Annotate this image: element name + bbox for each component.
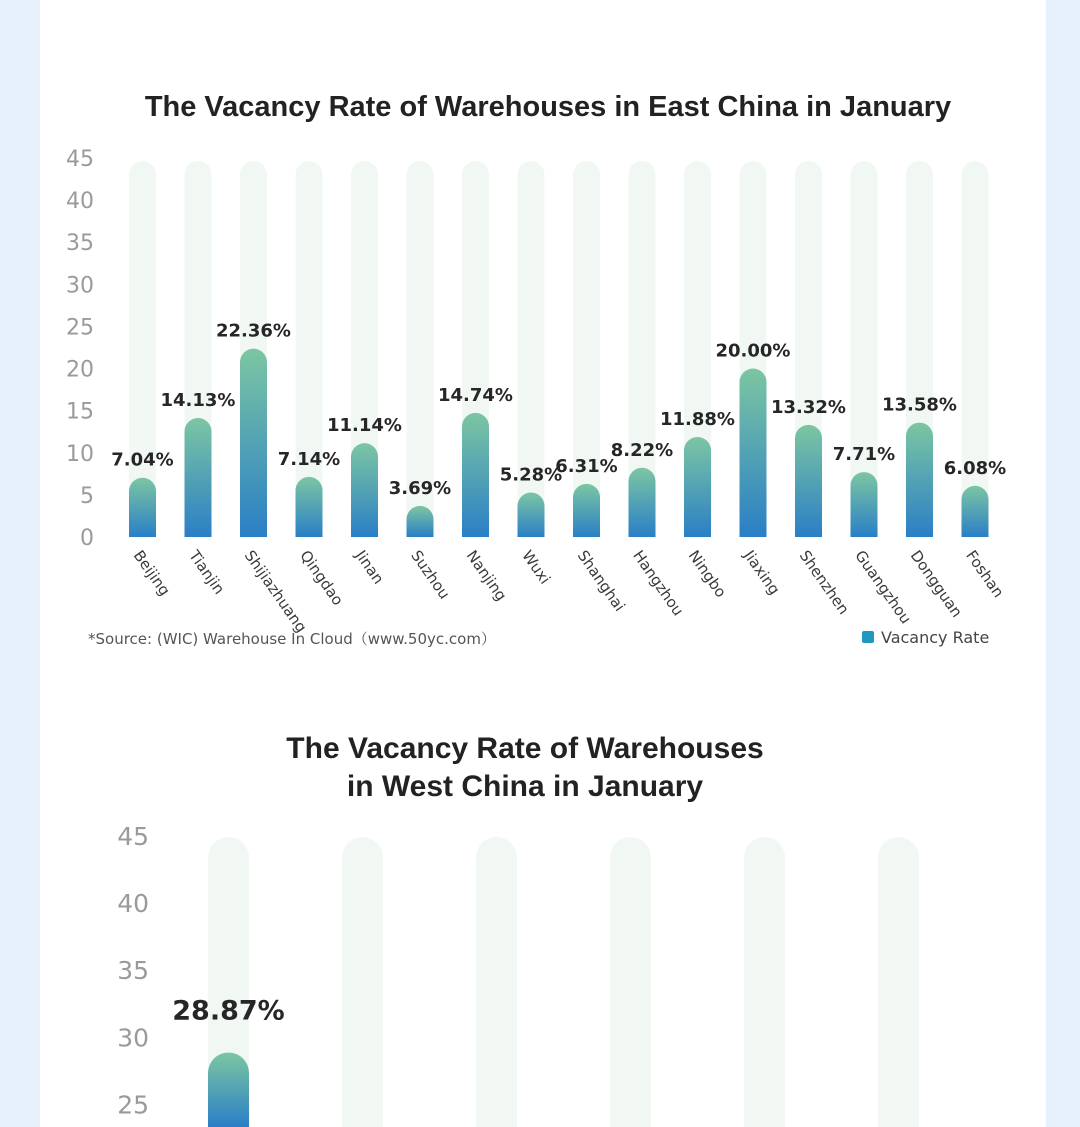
y-tick-label: 0 [80,526,94,551]
bar-track [878,837,919,1127]
source-note: *Source: (WIC) Warehouse In Cloud（www.50yc.com） [88,630,496,648]
east-category-labels [130,546,1008,636]
bar-shijiazhuang [240,349,267,537]
bar-wuxi [518,493,545,537]
y-tick-label: 20 [66,357,94,383]
y-tick-label: 40 [117,889,149,919]
west-y-axis [117,822,149,1119]
category-label: Suzhou [407,546,454,603]
y-tick-label: 40 [66,189,94,215]
bar-tianjin [185,418,212,537]
bar-foshan [962,486,989,537]
bar-guangzhou [851,472,878,537]
data-label: 11.88% [660,408,735,430]
bar-shanghai [573,484,600,537]
chart-canvas [40,0,1046,1127]
east-chart-title: The Vacancy Rate of Warehouses in East China in January [144,91,952,123]
east-china-chart [66,91,1008,648]
data-label: 7.71% [832,444,896,466]
data-label: 13.32% [771,396,846,418]
bar-shenzhen [795,425,822,537]
data-label: 20.00% [715,340,791,362]
west-bars [208,1053,249,1127]
data-label: 22.36% [216,320,291,342]
category-label: Tianjin [185,546,229,598]
data-label: 3.69% [388,477,452,499]
bar-ningbo [684,437,711,537]
bar-track [744,837,785,1127]
category-label: Ningbo [684,546,730,601]
data-label: 7.04% [111,449,174,471]
data-label: 8.22% [610,439,674,461]
category-label: Shijiazhuang [240,546,311,636]
data-label: 6.08% [943,457,1007,479]
category-label: Shenzhen [795,546,853,618]
legend-label: Vacancy Rate [881,628,990,647]
category-label: Wuxi [518,546,555,588]
y-tick-label: 5 [80,483,94,509]
west-bar-tracks [208,837,919,1127]
y-tick-label: 45 [117,822,149,851]
bar-suzhou [407,506,434,537]
y-tick-label: 30 [117,1023,149,1053]
data-label: 7.14% [277,448,341,470]
y-tick-label: 35 [117,956,149,986]
data-label: 28.87% [172,995,285,1027]
y-tick-label: 45 [66,147,94,172]
chart-card [40,0,1046,1127]
west-chart-title-line-1: The Vacancy Rate of Warehouses [286,732,764,765]
category-label: Guangzhou [851,546,915,628]
category-label: Jiaxing [740,546,784,599]
y-tick-label: 25 [117,1090,149,1120]
data-label: 13.58% [882,394,957,416]
legend-swatch [862,631,874,643]
bar-beijing [129,478,156,537]
bar-hangzhou [629,468,656,537]
category-label: Dongguan [906,546,966,621]
category-label: Shanghai [573,546,629,615]
legend [862,628,989,647]
bar-jiaxing [740,369,767,537]
bar-track [342,837,383,1127]
bar-dongguan [906,423,933,537]
category-label: Jinan [351,546,388,588]
bar-track [476,837,517,1127]
west-china-chart [117,732,919,1127]
y-tick-label: 25 [66,315,94,341]
y-tick-label: 30 [66,273,94,299]
bar-jinan [351,443,378,537]
category-label: Qingdao [296,546,348,609]
bar-qingdao [296,477,323,537]
y-tick-label: 10 [66,441,94,467]
east-y-axis [66,147,94,551]
category-label: Hangzhou [629,546,688,620]
west-bar-1 [208,1053,249,1127]
data-label: 6.31% [555,455,618,477]
bar-track [573,161,600,537]
data-label: 5.28% [499,464,563,486]
bar-nanjing [462,413,489,537]
bar-track [610,837,651,1127]
category-label: Foshan [962,546,1008,601]
category-label: Nanjing [462,546,511,605]
data-label: 11.14% [327,415,402,437]
data-label: 14.13% [160,389,236,411]
category-label: Beijing [129,546,174,600]
y-tick-label: 35 [66,231,94,257]
bar-track [962,161,989,537]
west-chart-title-line-2: in West China in January [346,770,704,803]
y-tick-label: 15 [66,399,94,425]
data-label: 14.74% [438,384,513,406]
